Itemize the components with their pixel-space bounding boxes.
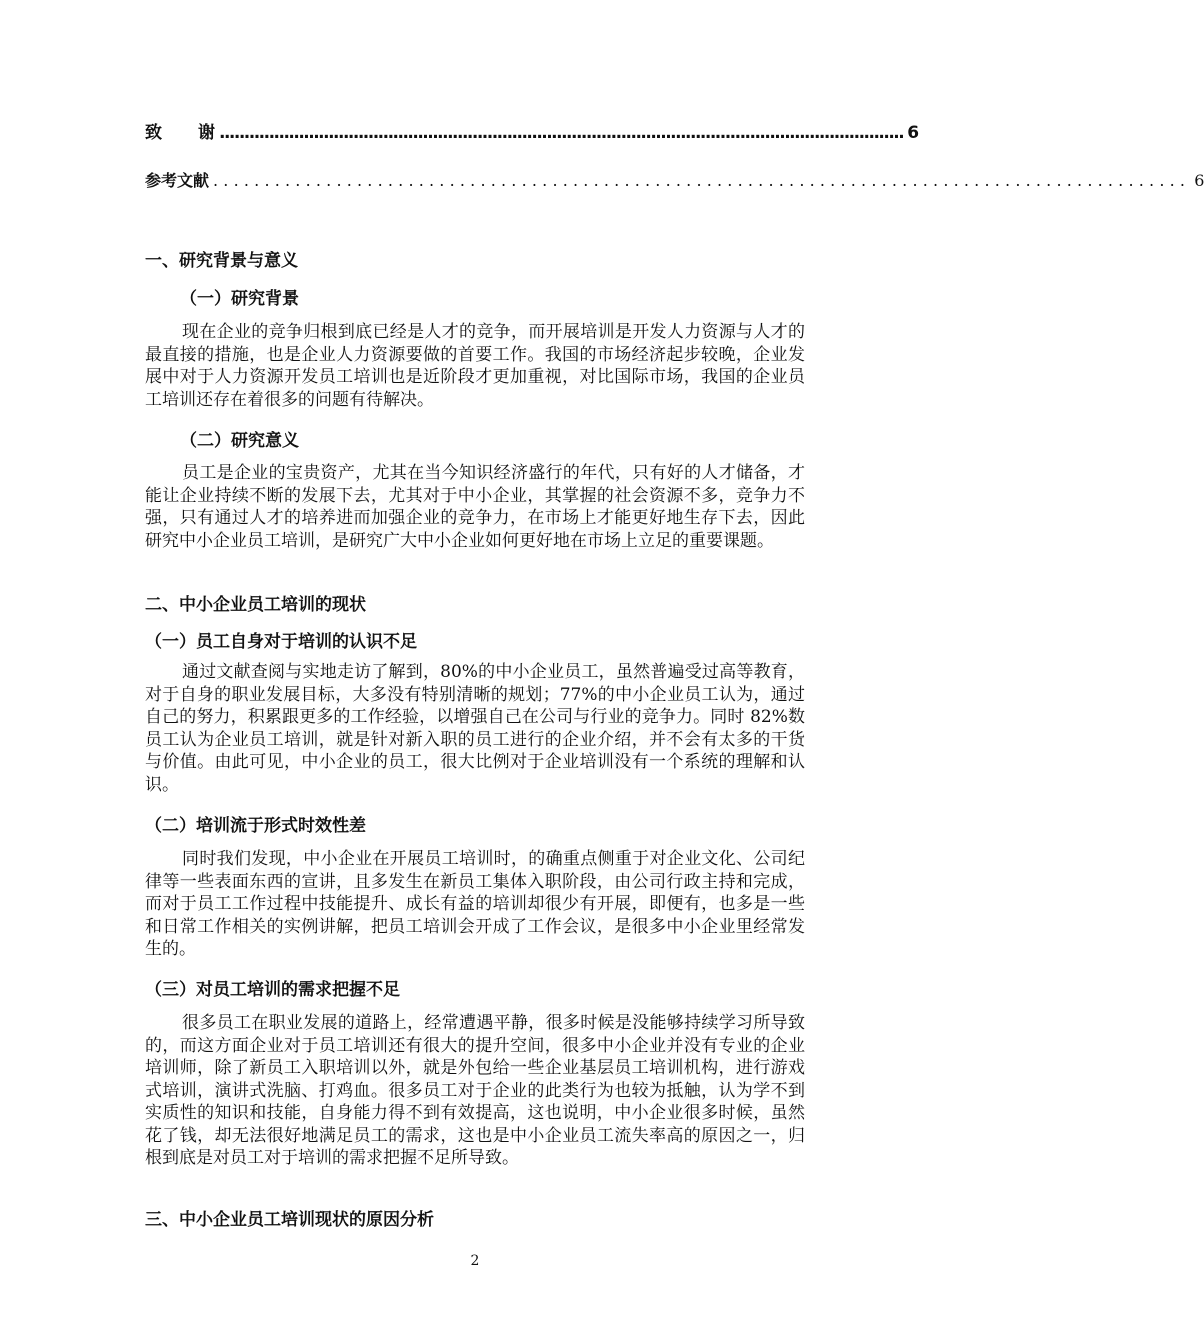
toc-leader-dots: .......................................................................................................................................... bbox=[219, 123, 904, 143]
subsection-heading: （一）员工自身对于培训的认识不足 bbox=[145, 632, 417, 652]
toc-label: 致 谢 bbox=[145, 123, 215, 143]
page-number: 2 bbox=[470, 1253, 480, 1269]
toc-leader-dots: ............................................................................................... bbox=[213, 171, 1191, 190]
subsection-heading: （二）研究意义 bbox=[180, 431, 299, 451]
toc-label: 参考文献 bbox=[145, 171, 210, 190]
body-paragraph: 员工是企业的宝贵资产，尤其在当今知识经济盛行的年代，只有好的人才储备，才能让企业持续不断的发展下去，尤其对于中小企业，其掌握的社会资源不多，竞争力不强，只有通过人才的培养进而加强企业的竞争力，在市场上才能更好地生存下去，因此研究中小企业员工培训，是研究广大中小企业如何更好地在市场上立足的重要课题。 bbox=[145, 463, 805, 551]
subsection-heading: （一）研究背景 bbox=[180, 289, 299, 309]
toc-page-number: 6 bbox=[907, 123, 920, 143]
section-heading-1: 一、研究背景与意义 bbox=[145, 251, 298, 271]
toc-entry-acknowledgements[interactable] bbox=[145, 118, 920, 143]
section-heading-2: 二、中小企业员工培训的现状 bbox=[145, 595, 366, 615]
body-paragraph: 同时我们发现，中小企业在开展员工培训时，的确重点侧重于对企业文化、公司纪律等一些表面东西的宣讲，且多发生在新员工集体入职阶段，由公司行政主持和完成，而对于员工工作过程中技能提升、成长有益的培训却很少有开展，即便有，也多是一些和日常工作相关的实例讲解，把员工培训会开成了工作会议，是很多中小企业里经常发生的。 bbox=[145, 849, 805, 959]
body-paragraph: 现在企业的竞争归根到底已经是人才的竞争，而开展培训是开发人力资源与人才的最直接的措施，也是企业人力资源要做的首要工作。我国的市场经济起步较晚，企业发展中对于人力资源开发员工培训也是近阶段才更加重视，对比国际市场，我国的企业员工培训还存在着很多的问题有待解决。 bbox=[145, 322, 805, 410]
body-paragraph: 很多员工在职业发展的道路上，经常遭遇平静，很多时候是没能够持续学习所导致的，而这方面企业对于员工培训还有很大的提升空间，很多中小企业并没有专业的企业培训师，除了新员工入职培训以外，就是外包给一些企业基层员工培训机构，进行游戏式培训，演讲式洗脑、打鸡血。很多员工对于企业的此类行为也较为抵触，认为学不到实质性的知识和技能，自身能力得不到有效提高，这也说明，中小企业很多时候，虽然花了钱，却无法很好地满足员工的需求，这也是中小企业员工流失率高的原因之一，归根到底是对员工对于培训的需求把握不足所导致。 bbox=[145, 1013, 805, 1168]
toc-entry-references[interactable] bbox=[145, 168, 1204, 191]
body-paragraph: 通过文献查阅与实地走访了解到，80%的中小企业员工，虽然普遍受过高等教育，对于自身的职业发展目标，大多没有特别清晰的规划；77%的中小企业员工认为，通过自己的努力，积累跟更多的工作经验，以增强自己在公司与行业的竞争力。同时 82%数员工认为企业员工培训，就是针对新入职的员工进行的企业介绍，并不会有太多的干货与价值。由此可见，中小企业的员工，很大比例对于企业培训没有一个系统的理解和认识。 bbox=[145, 662, 805, 795]
toc-page-number: 6 bbox=[1194, 171, 1204, 190]
subsection-heading: （三）对员工培训的需求把握不足 bbox=[145, 980, 400, 1000]
subsection-heading: （二）培训流于形式时效性差 bbox=[145, 816, 366, 836]
section-heading-3: 三、中小企业员工培训现状的原因分析 bbox=[145, 1210, 434, 1230]
